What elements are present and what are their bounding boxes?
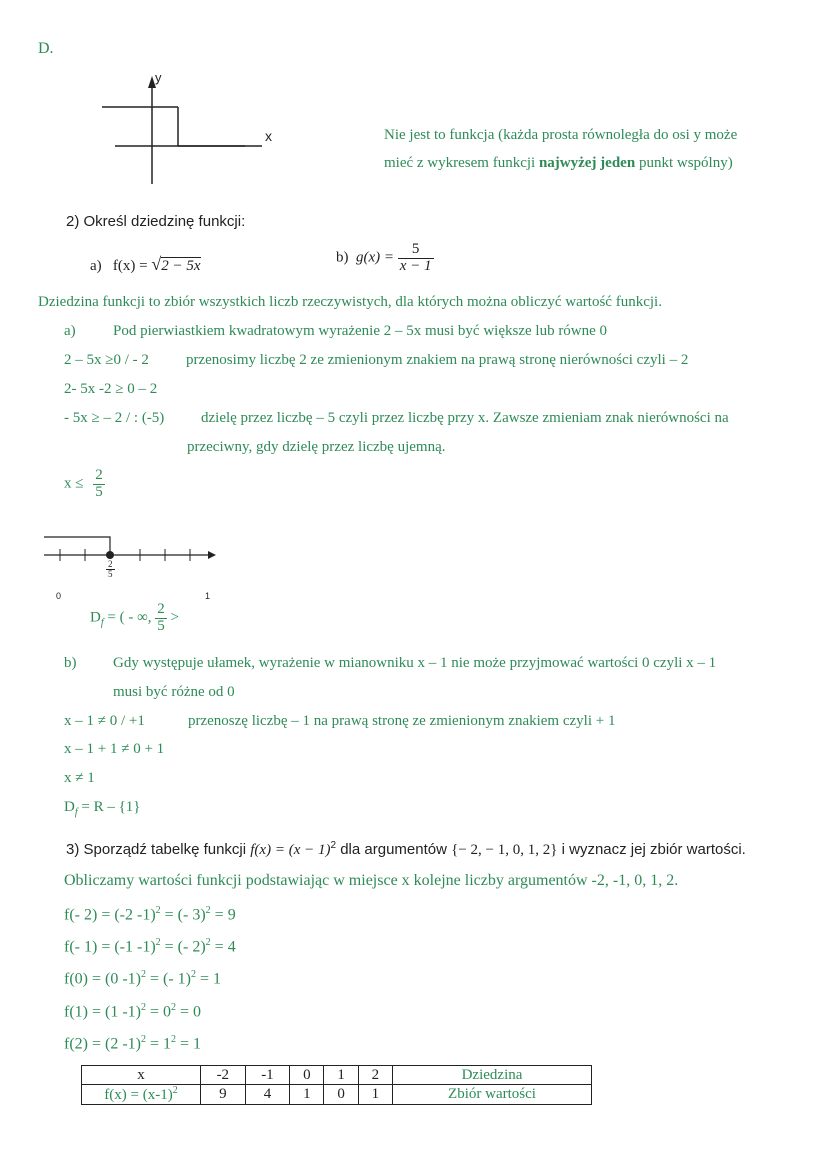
y-axis-label: y — [155, 70, 162, 85]
part-b-intro-2: musi być różne od 0 — [113, 684, 235, 700]
part-a-result: x ≤ $\frac{2}{5}$ — [64, 467, 103, 500]
part-a-domain: $D_f$ = ( - ∞, $\frac{2}{5}$ > — [90, 601, 179, 634]
note-line-1: Nie jest to funkcja (każda prosta równoległa do osi y może — [384, 127, 738, 143]
table-cell: 9 — [201, 1085, 246, 1105]
number-line-one: 1 — [205, 591, 211, 601]
table-row — [82, 1085, 592, 1105]
part-a-step-1-note: przenosimy liczbę 2 ze zmienionym znakiem na prawą stronę nierówności czyli – 2 — [186, 352, 689, 368]
table-cell: 1 — [290, 1085, 324, 1105]
table-cell: 1 — [358, 1085, 392, 1105]
part-b-step-1-note: przenoszę liczbę – 1 na prawą stronę ze zmienionym znakiem czyli + 1 — [188, 713, 616, 729]
table-tail-range: Zbiór wartości — [393, 1085, 592, 1105]
part-a-step-3-note-2: przeciwny, gdy dzielę przez liczbę ujemną. — [187, 439, 446, 455]
part-a-step-1: 2 – 5x ≥0 / - 2 — [64, 352, 149, 368]
table-cell: 1 — [324, 1066, 358, 1085]
number-line-mark: $\frac{2}{5}$ — [108, 559, 113, 580]
part-b-domain: $D_f = R - \{1\}$ — [64, 799, 141, 818]
calc-line: f(1) = (1 $-1)^2 = 0^2 = 0$ — [64, 1002, 202, 1021]
values-table — [81, 1065, 592, 1105]
part-a-step-2: 2- 5x -2 ≥ 0 – 2 — [64, 381, 158, 397]
part-b-intro-1: Gdy występuje ułamek, wyrażenie w mianowniku x – 1 nie może przyjmować wartości 0 czyli x – 1 — [113, 655, 717, 671]
part-a-intro: Pod pierwiastkiem kwadratowym wyrażenie 2 – 5x musi być większe lub równe 0 — [113, 323, 608, 339]
task-2b: b) g(x) = $\frac{5}{x - 1}$ — [336, 241, 432, 274]
table-tail-domain: Dziedzina — [393, 1066, 592, 1085]
table-cell: 2 — [358, 1066, 392, 1085]
task-3-title: 3) Sporządź tabelkę funkcji $f(x) = (x - 1)^2$ dla argumentów {− 2, − 1, 0, 1, 2} i wyznacz jej zbiór wartości. — [66, 840, 746, 858]
part-a-label: a) — [64, 323, 76, 339]
table-head-x: x — [82, 1066, 201, 1085]
table-cell: 0 — [324, 1085, 358, 1105]
table-cell: 0 — [290, 1066, 324, 1085]
domain-definition: Dziedzina funkcji to zbiór wszystkich liczb rzeczywistych, dla których można obliczyć wartość funkcji. — [38, 294, 662, 310]
part-b-label: b) — [64, 655, 77, 671]
part-a-step-3-note-1: dzielę przez liczbę – 5 czyli przez liczbę przy x. Zawsze zmieniam znak nierówności na — [201, 410, 729, 426]
table-cell: -2 — [201, 1066, 246, 1085]
section-label: D. — [38, 40, 54, 57]
table-cell: -1 — [245, 1066, 290, 1085]
part-b-step-3: x ≠ 1 — [64, 770, 95, 786]
calc-line: f(- 1) = (-1 -1)$^2$ = (- 2)$^2$ = 4 — [64, 937, 236, 956]
calc-line: f(0) = (0 -1)$^2$ = (- 1)$^2$ = 1 — [64, 969, 222, 988]
part-b-step-1: x – 1 ≠ 0 / +1 — [64, 713, 145, 729]
number-line — [0, 520, 828, 590]
task-2a: a) f(x) = √2 − 5x — [90, 254, 201, 274]
calc-line: f(- 2) = (-2 -1)$^2$ = (- 3)$^2$ = 9 — [64, 905, 236, 924]
x-axis-label: x — [265, 128, 272, 144]
task-3-intro: Obliczamy wartości funkcji podstawiając w miejsce x kolejne liczby argumentów -2, -1, 0, 1, 2. — [64, 872, 679, 889]
table-cell: 4 — [245, 1085, 290, 1105]
number-line-zero: 0 — [56, 591, 62, 601]
note-line-2: mieć z wykresem funkcji najwyżej jeden punkt wspólny) — [384, 155, 733, 171]
task-2-title: 2) Określ dziedzinę funkcji: — [66, 213, 246, 230]
part-b-step-2: x – 1 + 1 ≠ 0 + 1 — [64, 741, 165, 757]
table-row — [82, 1066, 592, 1085]
part-a-step-3: - 5x ≥ – 2 / : (-5) — [64, 410, 165, 426]
calc-line: f(2) = (2 $-1)^2 = 1^2 = 1$ — [64, 1034, 202, 1053]
table-head-fx: $f(x) = (x-1)^2$ — [82, 1085, 201, 1105]
